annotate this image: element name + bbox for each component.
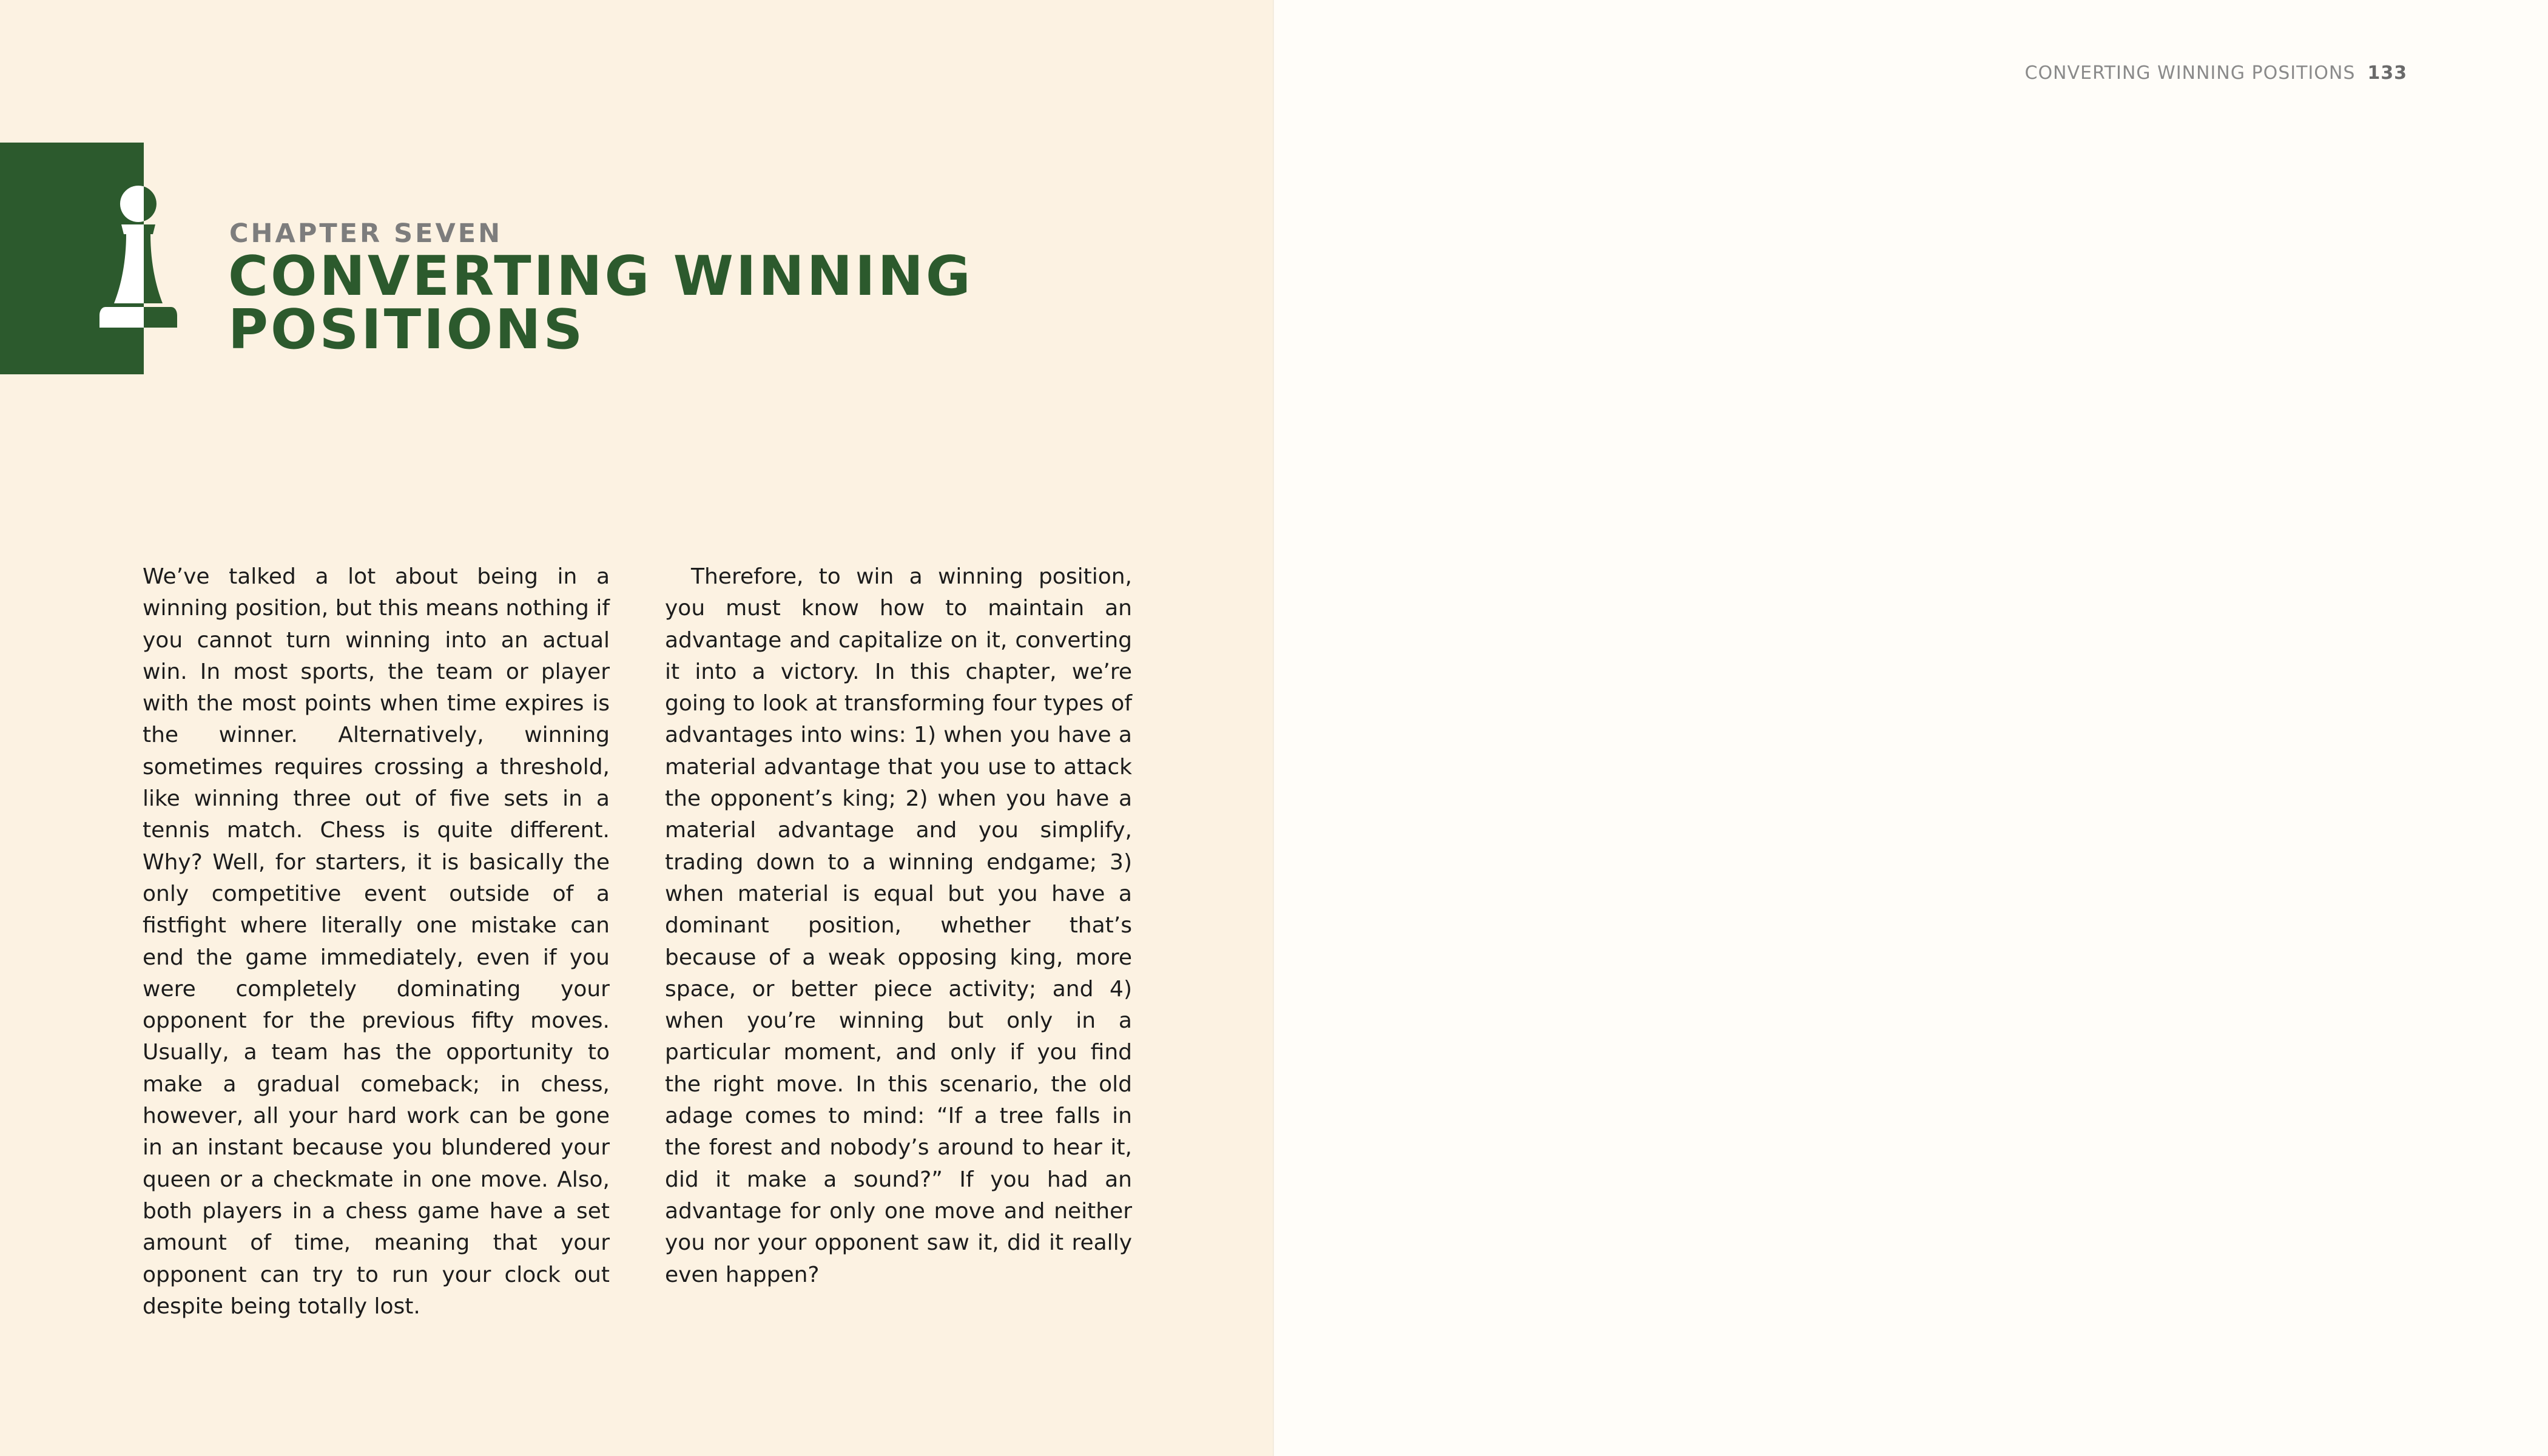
page-number: 133 — [2367, 62, 2407, 84]
body-paragraph: We’ve talked a lot about being in a winning position, but this means nothing if you cannot turn winning into an actual win. In most sports, the team or player with the most points when time expires is the winner. Alternatively, winning sometimes requires crossing a threshold, like winning three out of five sets in a tennis match. Chess is quite different. Why? Well, for starters, it is basically the only competitive event outside of a fistfight where literally one mistake can end the game immediately, even if you were completely dominating your opponent for the previous fifty moves. Usually, a team has the opportunity to make a gradual comeback; in chess, however, all your hard work can be gone in an instant because you blundered your queen or a checkmate in one move. Also, both players in a chess game have a set amount of time, meaning that your opponent can try to run your clock out despite being totally lost. — [143, 564, 610, 1319]
chapter-label: CHAPTER SEVEN — [229, 218, 503, 249]
chapter-title: CONVERTING WINNING POSITIONS — [228, 244, 973, 362]
body-column-2 — [665, 561, 1132, 1291]
running-head — [2025, 62, 2408, 84]
running-head-title: CONVERTING WINNING POSITIONS — [2024, 62, 2356, 84]
body-column-1 — [143, 561, 610, 1323]
body-paragraph: Therefore, to win a winning position, you must know how to maintain an advantage and capitalize on it, converting it into a victory. In this chapter, we’re going to look at transforming four types of advantages into wins: 1) when you have a material advantage that you use to attack the opponent’s king; 2) when you have a material advantage and you simplify, trading down to a winning endgame; 3) when material is equal but you have a dominant position, whether that’s because of a weak opposing king, more space, or better piece activity; and 4) when you’re winning but only in a particular moment, and only if you find the right move. In this scenario, the old adage comes to mind: “If a tree falls in the forest and nobody’s around to hear it, did it make a sound?” If you had an advantage for only one move and neither you nor your opponent saw it, did it really even happen? — [665, 564, 1132, 1287]
right-page — [1274, 0, 2548, 1456]
pawn-icon — [97, 182, 180, 337]
